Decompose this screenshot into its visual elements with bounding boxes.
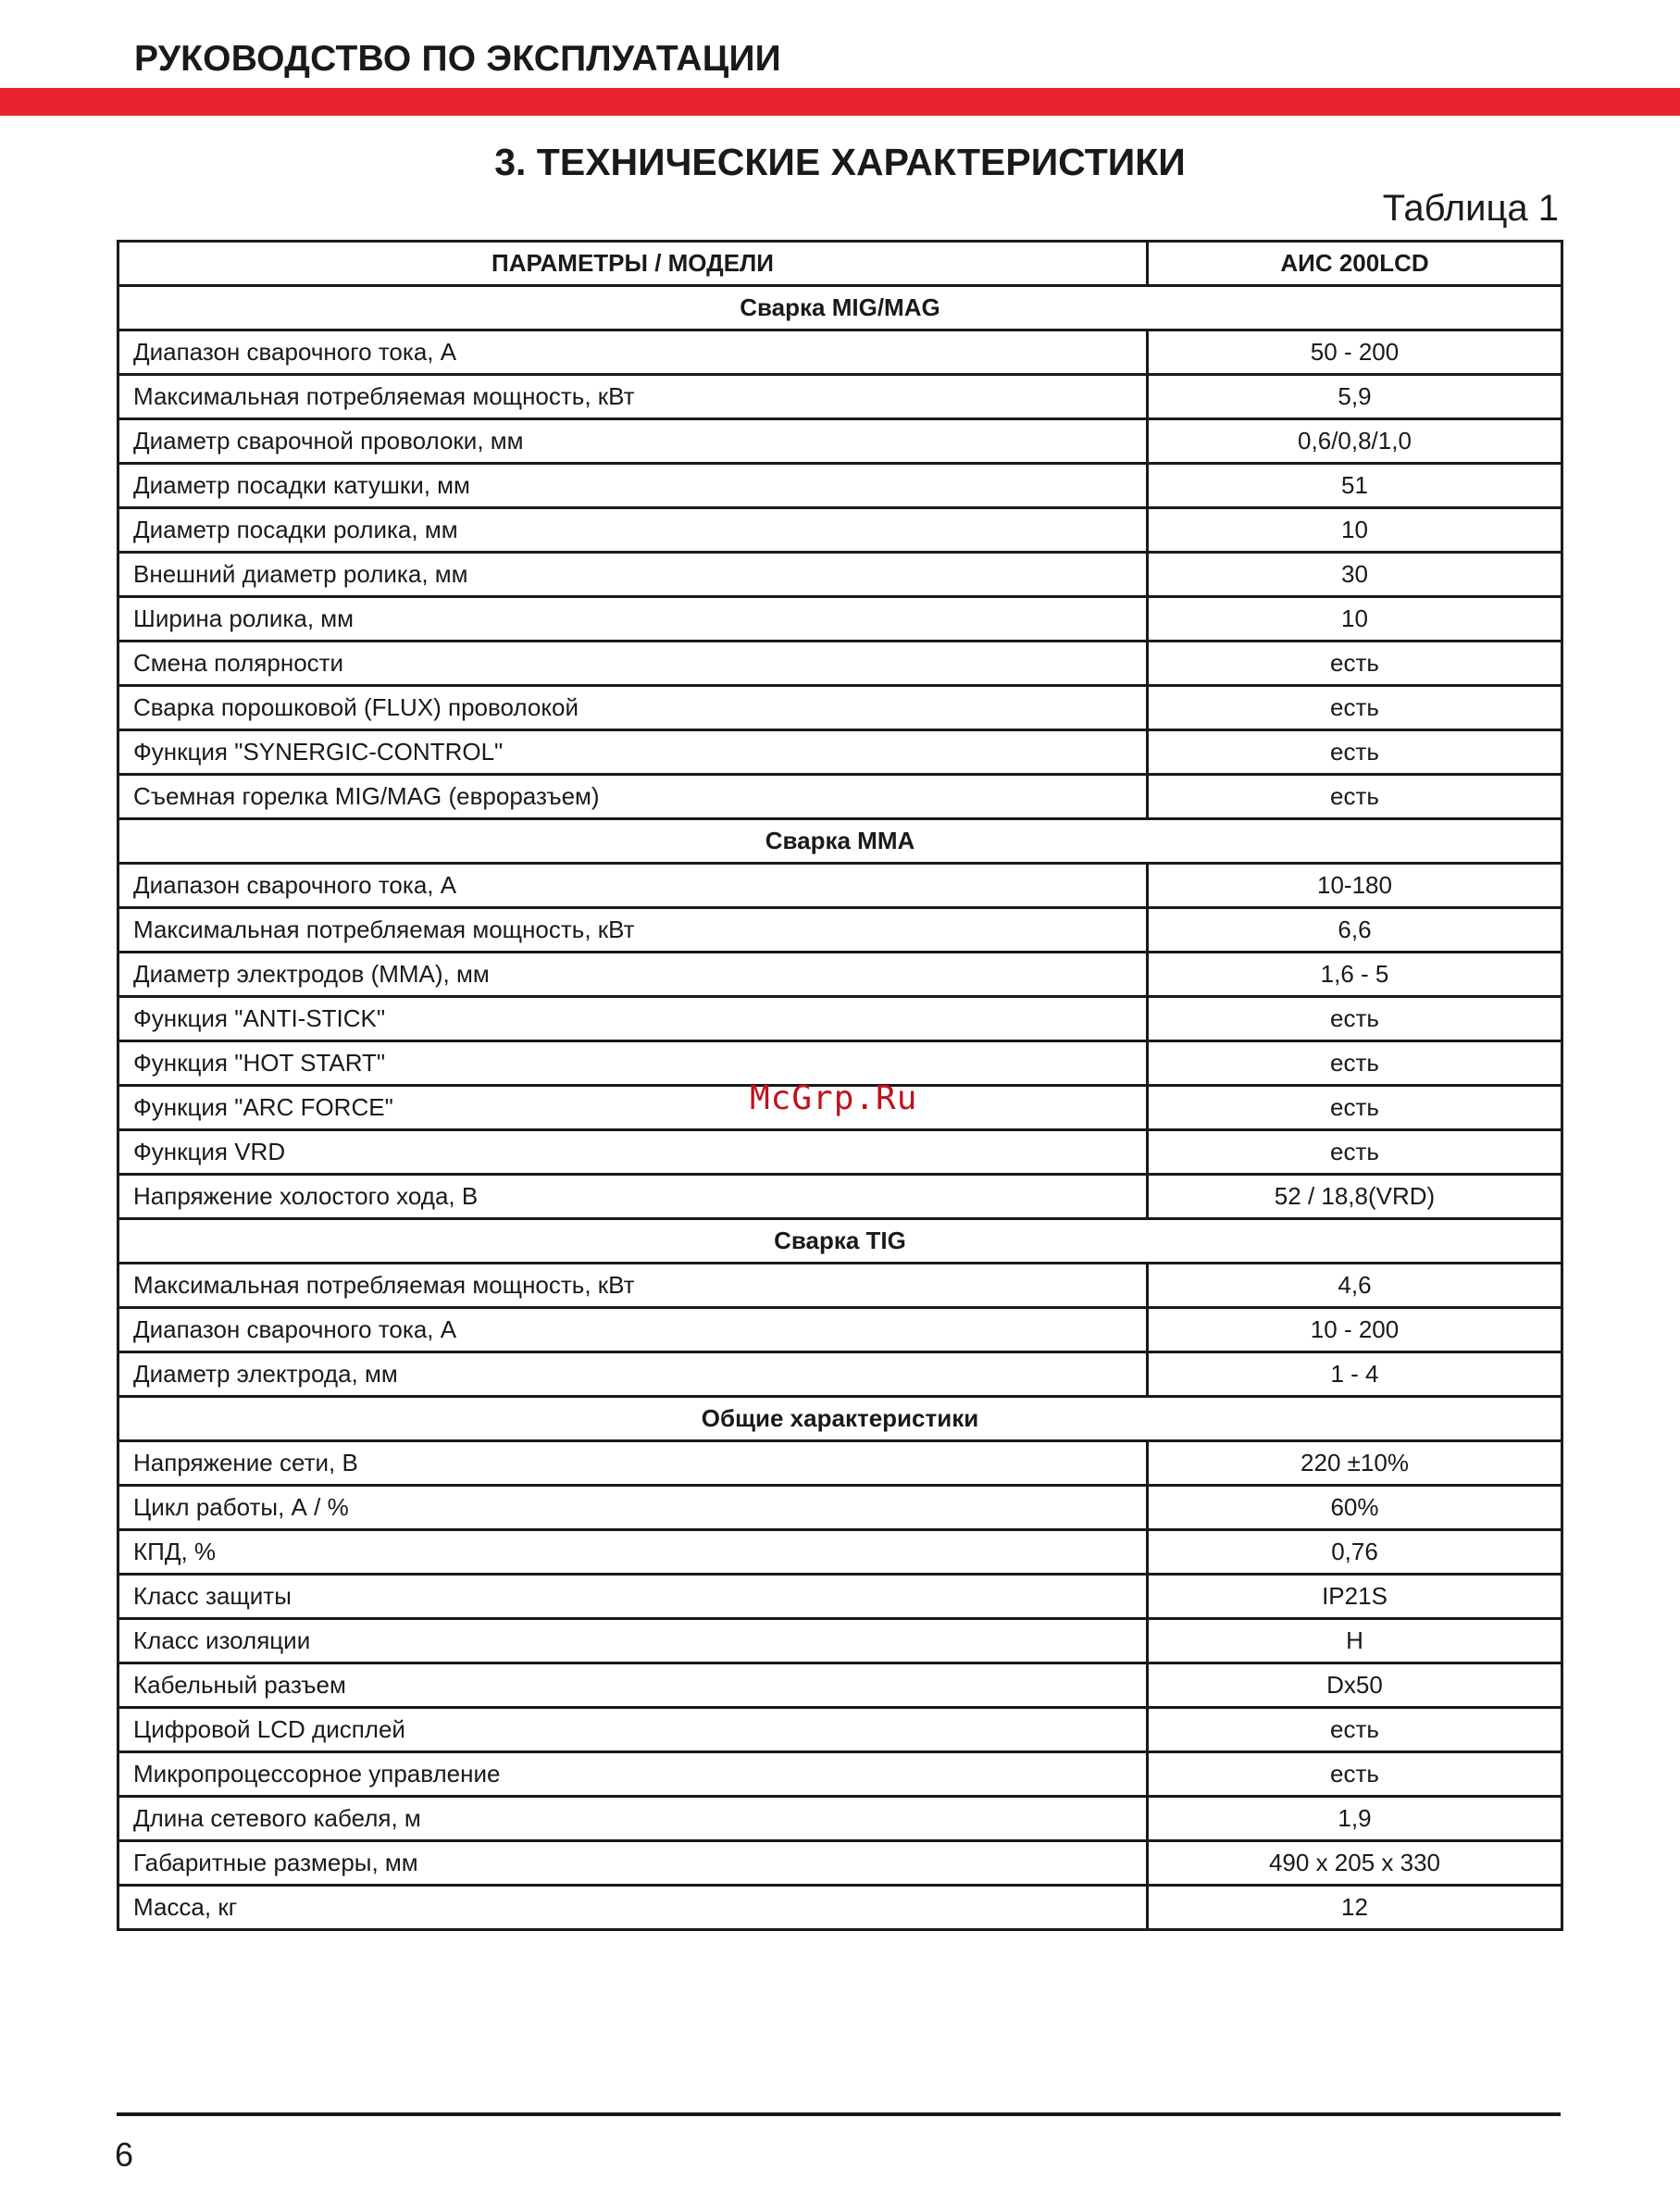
parameter-cell: Функция "HOT START"	[118, 1041, 1148, 1086]
parameter-cell: Диаметр электродов (MMA), мм	[118, 953, 1148, 997]
value-cell: 6,6	[1148, 908, 1562, 953]
table-row	[118, 1708, 1562, 1752]
value-cell: 1 - 4	[1148, 1352, 1562, 1397]
table-row	[118, 1841, 1562, 1886]
table-row	[118, 864, 1562, 908]
value-cell: есть	[1148, 1708, 1562, 1752]
section-heading: Сварка TIG	[118, 1219, 1562, 1264]
table-header-row	[118, 242, 1562, 286]
parameter-cell: Микропроцессорное управление	[118, 1752, 1148, 1797]
parameter-cell: Максимальная потребляемая мощность, кВт	[118, 1264, 1148, 1308]
parameter-cell: Габаритные размеры, мм	[118, 1841, 1148, 1886]
table-row	[118, 642, 1562, 686]
parameter-cell: Функция "ANTI-STICK"	[118, 997, 1148, 1041]
parameter-cell: Цифровой LCD дисплей	[118, 1708, 1148, 1752]
value-cell: 1,9	[1148, 1797, 1562, 1841]
value-cell: 5,9	[1148, 375, 1562, 419]
watermark: McGrp.Ru	[750, 1079, 918, 1117]
parameter-cell: Максимальная потребляемая мощность, кВт	[118, 908, 1148, 953]
table-section-row	[118, 819, 1562, 864]
value-cell: H	[1148, 1619, 1562, 1663]
table-row	[118, 1797, 1562, 1841]
table-row	[118, 1175, 1562, 1219]
table-row	[118, 375, 1562, 419]
value-cell: 50 - 200	[1148, 330, 1562, 375]
table-row	[118, 1441, 1562, 1486]
section-heading: Сварка MIG/MAG	[118, 286, 1562, 330]
value-cell: есть	[1148, 686, 1562, 730]
parameter-cell: Класс защиты	[118, 1575, 1148, 1619]
value-cell: 12	[1148, 1886, 1562, 1930]
table-section-row	[118, 286, 1562, 330]
value-cell: есть	[1148, 1086, 1562, 1130]
table-row	[118, 908, 1562, 953]
parameter-cell: Сварка порошковой (FLUX) проволокой	[118, 686, 1148, 730]
value-cell: IP21S	[1148, 1575, 1562, 1619]
table-row	[118, 597, 1562, 642]
table-row	[118, 1663, 1562, 1708]
parameter-cell: Диаметр электрода, мм	[118, 1352, 1148, 1397]
value-cell: 4,6	[1148, 1264, 1562, 1308]
value-cell: Dx50	[1148, 1663, 1562, 1708]
parameter-cell: Напряжение холостого хода, В	[118, 1175, 1148, 1219]
parameter-cell: Класс изоляции	[118, 1619, 1148, 1663]
parameter-cell: Диаметр сварочной проволоки, мм	[118, 419, 1148, 464]
value-cell: есть	[1148, 775, 1562, 819]
table-row	[118, 686, 1562, 730]
value-cell: 51	[1148, 464, 1562, 508]
value-cell: 10 - 200	[1148, 1308, 1562, 1352]
parameter-cell: Масса, кг	[118, 1886, 1148, 1930]
parameter-cell: Съемная горелка MIG/MAG (евроразъем)	[118, 775, 1148, 819]
parameter-cell: Диапазон сварочного тока, А	[118, 1308, 1148, 1352]
value-cell: 60%	[1148, 1486, 1562, 1530]
table-row	[118, 419, 1562, 464]
header-accent-band	[0, 88, 1680, 116]
table-row	[118, 464, 1562, 508]
parameter-cell: Диаметр посадки катушки, мм	[118, 464, 1148, 508]
table-row	[118, 1886, 1562, 1930]
table-row	[118, 775, 1562, 819]
parameter-cell: Смена полярности	[118, 642, 1148, 686]
value-cell: есть	[1148, 1130, 1562, 1175]
column-header-model: АИС 200LCD	[1148, 242, 1562, 286]
parameter-cell: Длина сетевого кабеля, м	[118, 1797, 1148, 1841]
parameter-cell: Внешний диаметр ролика, мм	[118, 553, 1148, 597]
table-row	[118, 1264, 1562, 1308]
value-cell: 30	[1148, 553, 1562, 597]
table-row	[118, 1575, 1562, 1619]
value-cell: есть	[1148, 1041, 1562, 1086]
manual-title: РУКОВОДСТВО ПО ЭКСПЛУАТАЦИИ	[134, 39, 781, 79]
value-cell: 10	[1148, 508, 1562, 553]
value-cell: 52 / 18,8(VRD)	[1148, 1175, 1562, 1219]
table-section-row	[118, 1397, 1562, 1441]
section-title: 3. ТЕХНИЧЕСКИЕ ХАРАКТЕРИСТИКИ	[494, 141, 1186, 183]
table-row	[118, 1130, 1562, 1175]
value-cell: 490 x 205 x 330	[1148, 1841, 1562, 1886]
value-cell: есть	[1148, 730, 1562, 775]
page-number: 6	[115, 2136, 134, 2174]
parameter-cell: Цикл работы, А / %	[118, 1486, 1148, 1530]
table-row	[118, 730, 1562, 775]
value-cell: 1,6 - 5	[1148, 953, 1562, 997]
column-header-parameters: ПАРАМЕТРЫ / МОДЕЛИ	[118, 242, 1148, 286]
parameter-cell: Ширина ролика, мм	[118, 597, 1148, 642]
parameter-cell: Диаметр посадки ролика, мм	[118, 508, 1148, 553]
value-cell: есть	[1148, 997, 1562, 1041]
parameter-cell: Диапазон сварочного тока, А	[118, 864, 1148, 908]
parameter-cell: Максимальная потребляемая мощность, кВт	[118, 375, 1148, 419]
table-row	[118, 508, 1562, 553]
parameter-cell: Функция VRD	[118, 1130, 1148, 1175]
footer-divider	[117, 2112, 1561, 2116]
value-cell: 10	[1148, 597, 1562, 642]
parameter-cell: КПД, %	[118, 1530, 1148, 1575]
section-heading: Общие характеристики	[118, 1397, 1562, 1441]
table-row	[118, 1308, 1562, 1352]
table-row	[118, 1752, 1562, 1797]
table-row	[118, 553, 1562, 597]
value-cell: 10-180	[1148, 864, 1562, 908]
parameter-cell: Функция "SYNERGIC-CONTROL"	[118, 730, 1148, 775]
table-caption: Таблица 1	[1382, 188, 1559, 229]
table-row	[118, 1619, 1562, 1663]
table-row	[118, 330, 1562, 375]
table-section-row	[118, 1219, 1562, 1264]
value-cell: есть	[1148, 642, 1562, 686]
value-cell: есть	[1148, 1752, 1562, 1797]
parameter-cell: Кабельный разъем	[118, 1663, 1148, 1708]
parameter-cell: Функция "ARC FORCE"	[118, 1086, 1148, 1130]
value-cell: 0,76	[1148, 1530, 1562, 1575]
section-heading: Сварка MMA	[118, 819, 1562, 864]
value-cell: 0,6/0,8/1,0	[1148, 419, 1562, 464]
table-row	[118, 1352, 1562, 1397]
value-cell: 220 ±10%	[1148, 1441, 1562, 1486]
table-row	[118, 997, 1562, 1041]
table-row	[118, 1530, 1562, 1575]
table-row	[118, 953, 1562, 997]
parameter-cell: Напряжение сети, В	[118, 1441, 1148, 1486]
table-row	[118, 1486, 1562, 1530]
parameter-cell: Диапазон сварочного тока, А	[118, 330, 1148, 375]
